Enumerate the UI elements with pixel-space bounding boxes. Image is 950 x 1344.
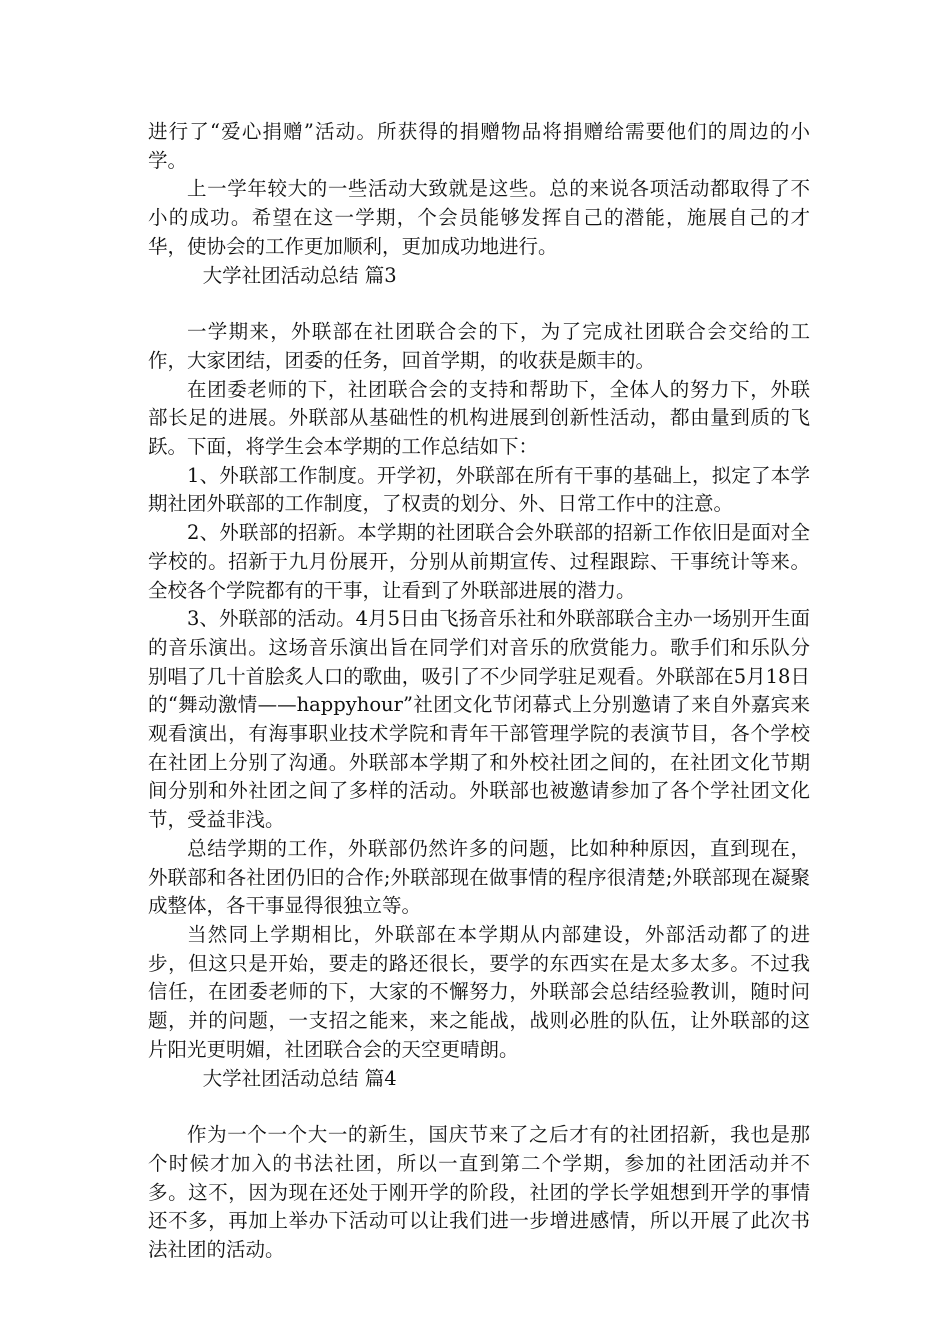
paragraph-intro-3: 一学期来，外联部在社团联合会的下，为了完成社团联合会交给的工作，大家团结，团委的任务，回首学期，的收获是颇丰的。 bbox=[148, 320, 810, 372]
section-heading-4: 大学社团活动总结 篇4 bbox=[202, 1066, 397, 1090]
paragraph-summary: 上一学年较大的一些活动大致就是这些。总的来说各项活动都取得了不小的成功。希望在这一学期，个会员能够发挥自己的潜能，施展自己的才华，使协会的工作更加顺利，更加成功地进行。 bbox=[148, 177, 810, 258]
paragraph-progress: 在团委老师的下，社团联合会的支持和帮助下，全体人的努力下，外联部长足的进展。外联部从基础性的机构进展到创新性活动，都由量到质的飞跃。下面，将学生会本学期的工作总结如下： bbox=[148, 377, 810, 459]
paragraph-outlook: 当然同上学期相比，外联部在本学期从内部建设，外部活动都了的进步，但这只是开始，要走的路还很长，要学的东西实在是太多太多。不过我信任，在团委老师的下，大家的不懈努力，外联部会总结经验教训，随时问题，并的问题，一支招之能来，来之能战，战则必胜的队伍，让外联部的这片阳光更明媚，社团联合会的天空更晴朗。 bbox=[148, 922, 810, 1061]
blank-line bbox=[148, 290, 810, 318]
paragraph-continuation: 进行了“爱心捐赠”活动。所获得的捐赠物品将捐赠给需要他们的周边的小学。 bbox=[148, 120, 810, 172]
paragraph-item-2: 2、外联部的招新。本学期的社团联合会外联部的招新工作依旧是面对全学校的。招新于九月份展开，分别从前期宣传、过程跟踪、干事统计等来。全校各个学院都有的干事，让看到了外联部进展的潜力。 bbox=[148, 521, 810, 602]
paragraph-item-1: 1、外联部工作制度。开学初，外联部在所有干事的基础上，拟定了本学期社团外联部的工作制度，了权责的划分、外、日常工作中的注意。 bbox=[148, 463, 810, 516]
section-heading-3: 大学社团活动总结 篇3 bbox=[202, 263, 397, 287]
paragraph-item-3: 3、外联部的活动。4月5日由飞扬音乐社和外联部联合主办一场别开生面的音乐演出。这场音乐演出旨在同学们对音乐的欣赏能力。歌手们和乐队分别唱了几十首脍炙人口的歌曲，吸引了不少同学驻足观看。外联部在5月18日的“舞动激情——happyhour”社团文化节闭幕式上分别邀请了来自外嘉宾来观看演出，有海事职业技术学院和青年干部管理学院的表演节目，各个学校在社团上分别了沟通。外联部本学期了和外校社团之间的，在社团文化节期间分别和外社团之间了多样的活动。外联部也被邀请参加了各个学社团文化节，受益非浅。 bbox=[148, 607, 810, 832]
paragraph-intro-4: 作为一个一个大一的新生，国庆节来了之后才有的社团招新，我也是那个时候才加入的书法社团，所以一直到第二个学期，参加的社团活动并不多。这不，因为现在还处于刚开学的阶段，社团的学长学姐想到开学的事情还不多，再加上举办下活动可以让我们进一步增进感情，所以开展了此次书法社团的活动。 bbox=[148, 1123, 810, 1262]
paragraph-problems: 总结学期的工作，外联部仍然许多的问题，比如种种原因，直到现在，外联部和各社团仍旧的合作;外联部现在做事情的程序很清楚;外联部现在凝聚成整体，各干事显得很独立等。 bbox=[148, 836, 810, 918]
blank-line bbox=[148, 1093, 810, 1121]
